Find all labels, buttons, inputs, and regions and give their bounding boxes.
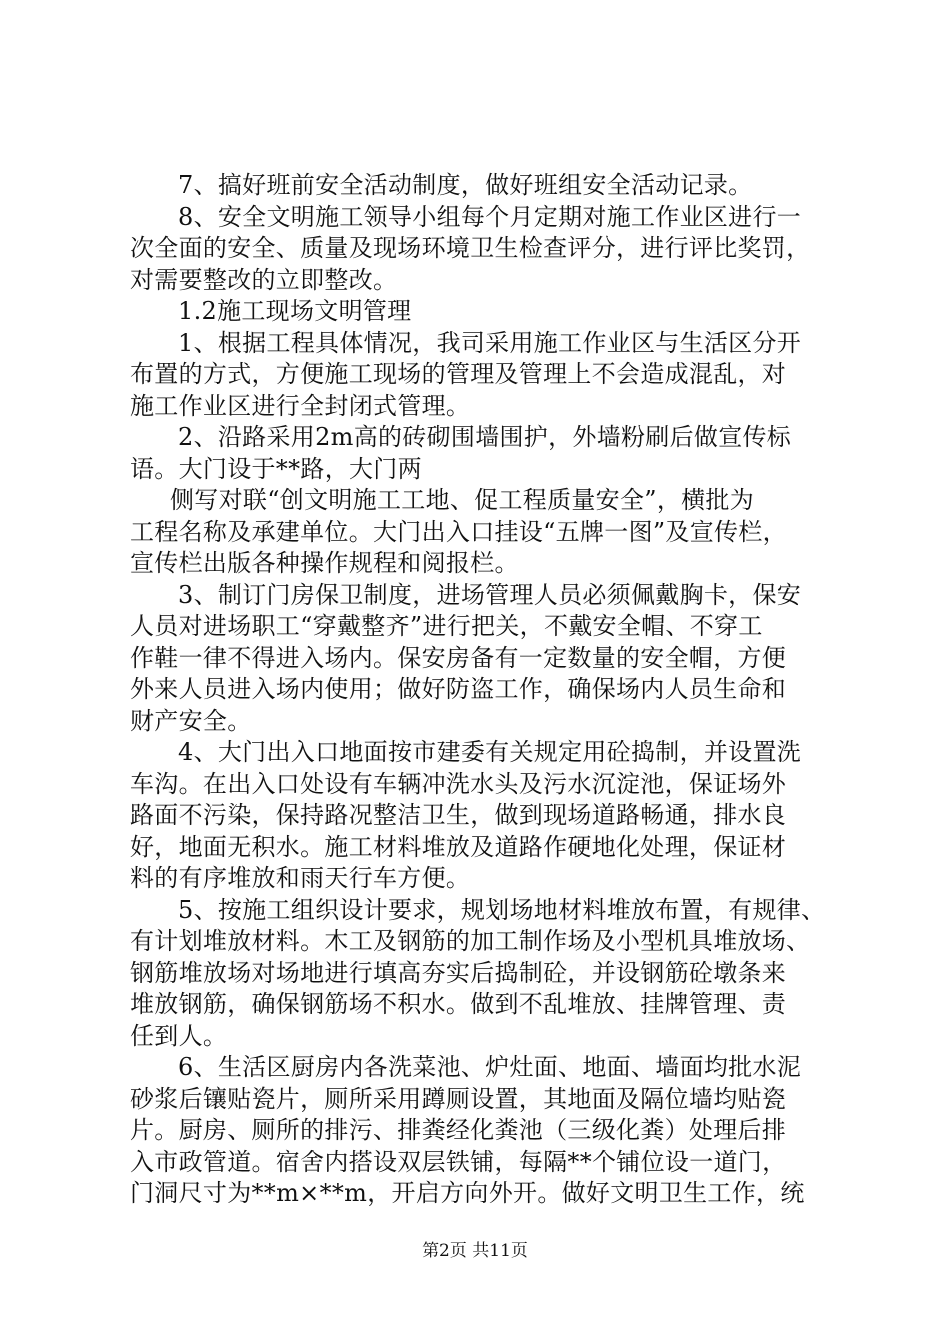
paragraph-4-line: 4、大门出入口地面按市建委有关规定用砼捣制，并设置洗 bbox=[178, 738, 802, 766]
paragraph-2-line: 宣传栏出版各种操作规程和阅报栏。 bbox=[130, 549, 519, 577]
paragraph-2-line: 语。大门设于**路，大门两 bbox=[130, 454, 422, 483]
document-body bbox=[130, 170, 830, 1210]
paragraph-3-line: 人员对进场职工“穿戴整齐”进行把关，不戴安全帽、不穿工 bbox=[130, 612, 763, 640]
paragraph-7-line: 7、搞好班前安全活动制度，做好班组安全活动记录。 bbox=[178, 171, 753, 199]
paragraph-3-line: 3、制订门房保卫制度，进场管理人员必须佩戴胸卡，保安 bbox=[178, 580, 802, 609]
paragraph-1-line: 1、根据工程具体情况，我司采用施工作业区与生活区分开 bbox=[178, 328, 802, 357]
paragraph-4-line: 好，地面无积水。施工材料堆放及道路作硬地化处理，保证材 bbox=[130, 832, 787, 861]
paragraph-5-line: 钢筋堆放场对场地进行填高夯实后捣制砼，并设钢筋砼墩条来 bbox=[130, 958, 787, 987]
paragraph-4-line: 路面不污染，保持路况整洁卫生，做到现场道路畅通，排水良 bbox=[130, 801, 787, 829]
paragraph-8-line: 8、安全文明施工领导小组每个月定期对施工作业区进行一 bbox=[178, 202, 802, 231]
paragraph-1-line: 施工作业区进行全封闭式管理。 bbox=[130, 391, 471, 420]
paragraph-5-line: 有计划堆放材料。木工及钢筋的加工制作场及小型机具堆放场、 bbox=[130, 927, 811, 955]
section-heading: 1.2施工现场文明管理 bbox=[178, 297, 412, 325]
paragraph-3-line: 财产安全。 bbox=[130, 706, 252, 735]
paragraph-5-line: 堆放钢筋，确保钢筋场不积水。做到不乱堆放、挂牌管理、责 bbox=[130, 990, 787, 1018]
paragraph-1-line: 布置的方式，方便施工现场的管理及管理上不会造成混乱，对 bbox=[130, 360, 787, 388]
paragraph-8-line: 对需要整改的立即整改。 bbox=[130, 265, 398, 294]
paragraph-3-line: 外来人员进入场内使用；做好防盗工作，确保场内人员生命和 bbox=[130, 675, 787, 703]
paragraph-3-line: 作鞋一律不得进入场内。保安房备有一定数量的安全帽，方便 bbox=[130, 643, 787, 672]
paragraph-6-line: 6、生活区厨房内各洗菜池、炉灶面、地面、墙面均批水泥 bbox=[178, 1053, 802, 1081]
paragraph-2-line: 工程名称及承建单位。大门出入口挂设“五牌一图”及宣传栏， bbox=[130, 517, 787, 546]
paragraph-6-line: 砂浆后镶贴瓷片，厕所采用蹲厕设置，其地面及隔位墙均贴瓷 bbox=[130, 1084, 787, 1113]
paragraph-6-line: 片。厨房、厕所的排污、排粪经化粪池（三级化粪）处理后排 bbox=[130, 1116, 787, 1144]
paragraph-2-line: 侧写对联“创文明施工工地、促工程质量安全”，横批为 bbox=[170, 486, 755, 514]
paragraph-8-line: 次全面的安全、质量及现场环境卫生检查评分，进行评比奖罚， bbox=[130, 234, 811, 262]
page-number-footer: 第2页 共11页 bbox=[422, 1241, 528, 1261]
paragraph-5-line: 任到人。 bbox=[130, 1021, 228, 1050]
paragraph-6-line: 入市政管道。宿舍内搭设双层铁铺，每隔**个铺位设一道门， bbox=[130, 1147, 787, 1176]
paragraph-6-line: 门洞尺寸为**m×**m，开启方向外开。做好文明卫生工作，统 bbox=[130, 1179, 805, 1207]
paragraph-2-line: 2、沿路采用2m高的砖砌围墙围护，外墙粉刷后做宣传标 bbox=[178, 423, 792, 451]
paragraph-4-line: 料的有序堆放和雨天行车方便。 bbox=[130, 864, 471, 892]
paragraph-4-line: 车沟。在出入口处设有车辆冲洗水头及污水沉淀池，保证场外 bbox=[130, 769, 787, 798]
paragraph-5-line: 5、按施工组织设计要求，规划场地材料堆放布置，有规律、 bbox=[178, 895, 826, 924]
